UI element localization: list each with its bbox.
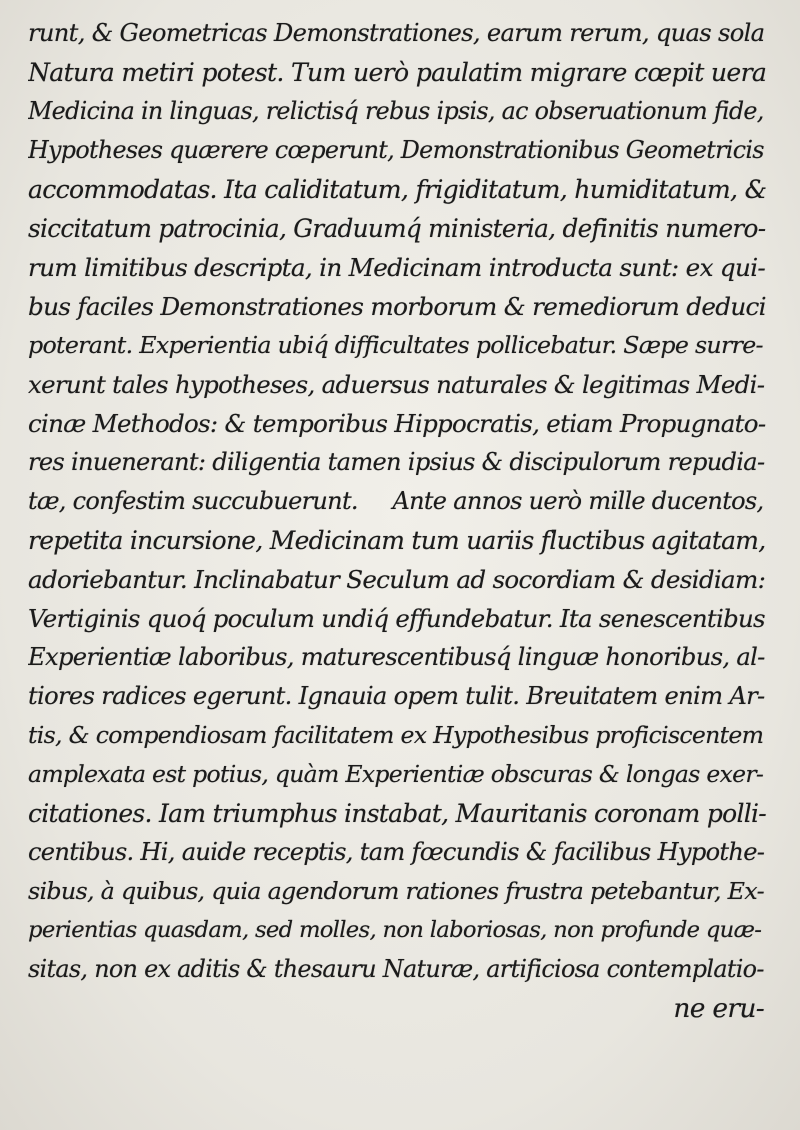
- text-line-4: Hypotheses quærere cœperunt, Demonstrationibus Geometricis: [28, 136, 764, 164]
- text-line-2: Natura metiri potest. Tum uerò paulatim migrare cœpit uera: [28, 58, 767, 87]
- text-line-9: poterant. Experientia ubiq́ difficultates pollicebatur. Sæpe surre-: [28, 331, 763, 359]
- text-line-18: tiores radices egerunt. Ignauia opem tulit. Breuitatem enim Ar-: [28, 682, 765, 710]
- catchword: ne eru-: [673, 993, 764, 1024]
- text-line-14: repetita incursione, Medicinam tum uariis fluctibus agitatam,: [28, 526, 766, 555]
- text-line-5: accommodatas. Ita caliditatum, frigiditatum, humiditatum, &: [28, 175, 767, 204]
- text-line-23: sibus, à quibus, quia agendorum rationes frustra petebantur, Ex-: [28, 877, 764, 905]
- text-line-12: res inuenerant: diligentia tamen ipsius & discipulorum repudia-: [28, 448, 765, 476]
- text-line-6: siccitatum patrocinia, Graduumq́ ministeria, definitis numero-: [28, 214, 766, 243]
- text-line-22: centibus. Hi, auide receptis, tam fœcundis & facilibus Hypothe-: [28, 838, 765, 866]
- text-line-24: perientias quasdam, sed molles, non laboriosas, non profunde quæ-: [28, 917, 762, 943]
- text-line-17: Experientiæ laboribus, maturescentibusq́ linguæ honoribus, al-: [28, 643, 765, 671]
- text-line-3: Medicina in linguas, relictisq́ rebus ipsis, ac obseruationum fide,: [28, 97, 764, 125]
- text-line-19: tis, & compendiosam facilitatem ex Hypothesibus proficiscentem: [28, 721, 764, 749]
- text-line-25: sitas, non ex aditis & thesauru Naturæ, artificiosa contemplatio-: [28, 955, 764, 983]
- text-line-13: tæ, confestim succubuerunt. Ante annos uerò mille ducentos,: [28, 487, 764, 515]
- body-text: [28, 14, 776, 1028]
- text-line-15: adoriebantur. Inclinabatur Seculum ad socordiam & desidiam:: [28, 565, 766, 594]
- text-line-16: Vertiginis quoq́ poculum undiq́ effundebatur. Ita senescentibus: [28, 604, 765, 633]
- text-line-20: amplexata est potius, quàm Experientiæ obscuras & longas exer-: [28, 760, 764, 788]
- text-line-21: citationes. Iam triumphus instabat, Mauritanis coronam polli-: [28, 799, 767, 828]
- text-line-10: xerunt tales hypotheses, aduersus naturales & legitimas Medi-: [28, 370, 765, 399]
- text-line-11: cinæ Methodos: & temporibus Hippocratis, etiam Propugnato-: [28, 409, 766, 438]
- text-line-7: rum limitibus descripta, in Medicinam introducta sunt: ex qui-: [28, 253, 766, 282]
- text-line-8: bus faciles Demonstrationes morborum & remediorum deduci: [28, 292, 766, 321]
- text-line-1: runt, & Geometricas Demonstrationes, earum rerum, quas sola: [28, 19, 765, 47]
